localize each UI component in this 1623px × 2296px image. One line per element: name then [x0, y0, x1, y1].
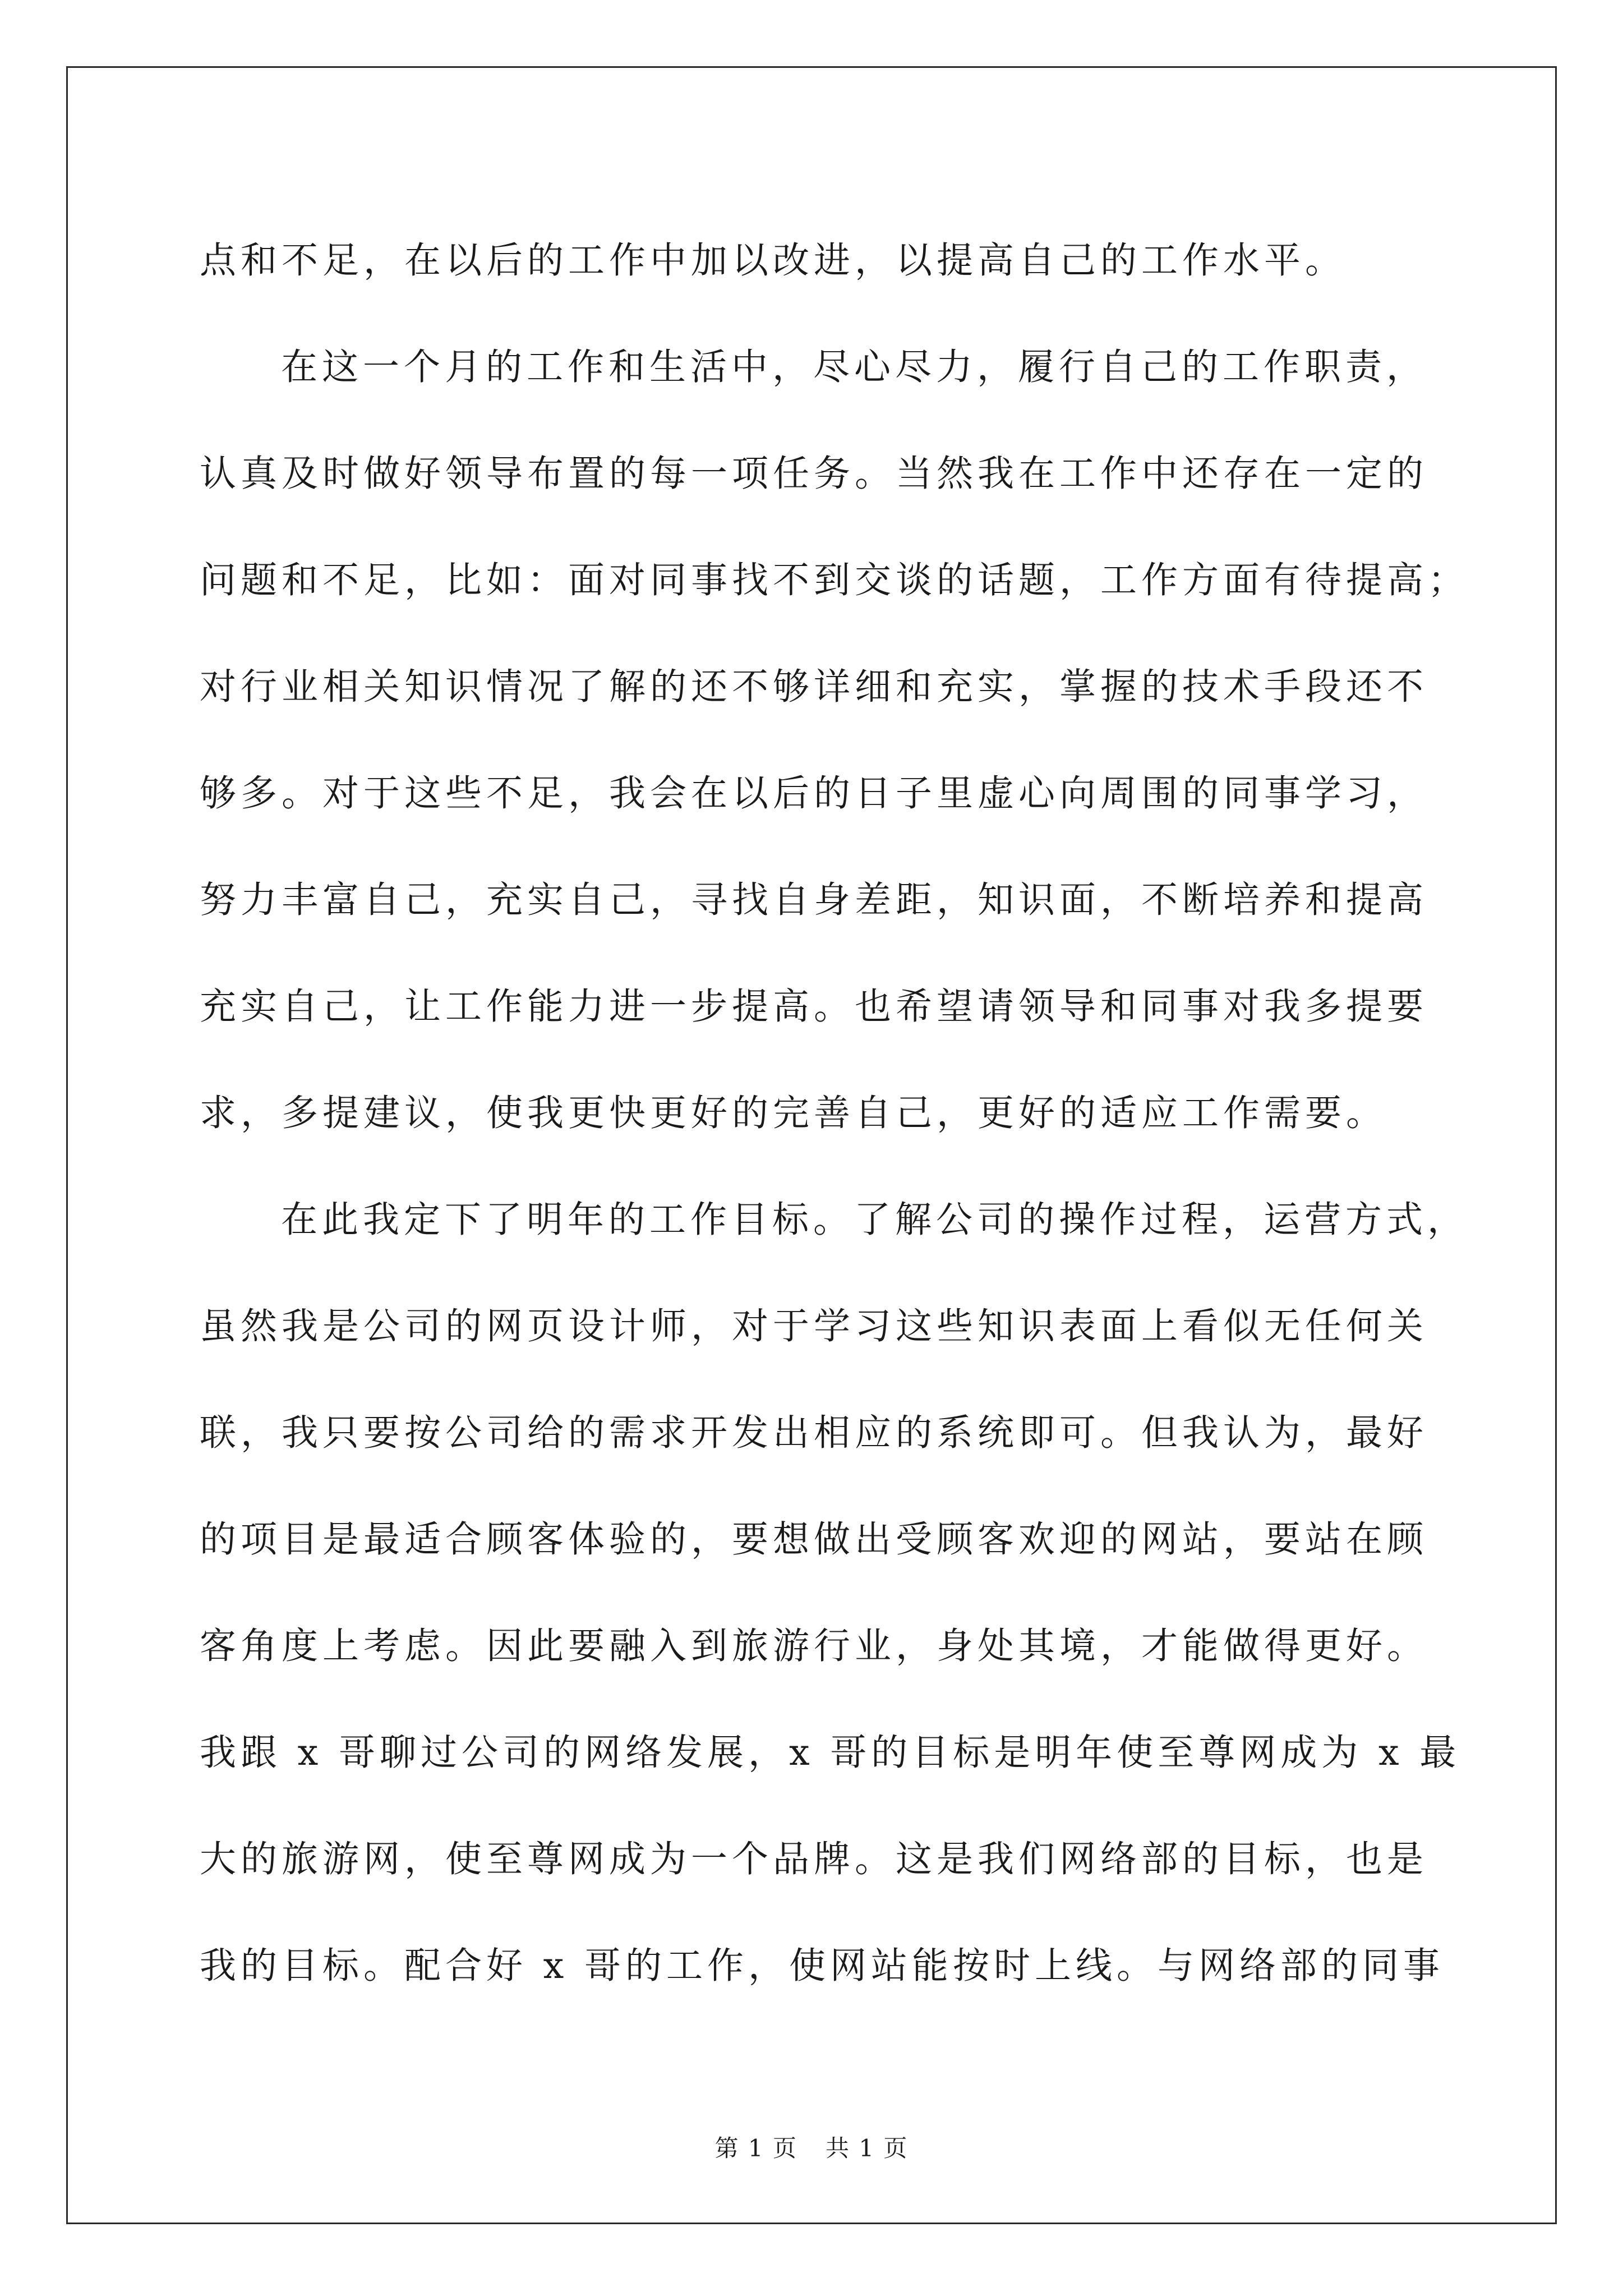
page-number-total: 共 1 页 — [826, 2134, 909, 2162]
text-line: 在此我定下了明年的工作目标。了解公司的操作过程，运营方式， — [281, 1199, 1469, 1241]
text-line: 对行业相关知识情况了解的还不够详细和充实，掌握的技术手段还不 — [200, 666, 1428, 708]
text-line: 在这一个月的工作和生活中，尽心尽力，履行自己的工作职责， — [281, 346, 1428, 388]
text-line: 的项目是最适合顾客体验的，要想做出受顾客欢迎的网站，要站在顾 — [200, 1519, 1428, 1561]
text-line: 虽然我是公司的网页设计师，对于学习这些知识表面上看似无任何关 — [200, 1305, 1428, 1347]
document-body — [200, 208, 1469, 2019]
text-line: 问题和不足，比如：面对同事找不到交谈的话题，工作方面有待提高； — [200, 559, 1469, 601]
text-line: 大的旅游网，使至尊网成为一个品牌。这是我们网络部的目标，也是 — [200, 1838, 1428, 1880]
text-line: 我跟 x 哥聊过公司的网络发展，x 哥的目标是明年使至尊网成为 x 最 — [200, 1732, 1461, 1774]
page-number-current: 第 1 页 — [714, 2134, 797, 2162]
text-line: 点和不足，在以后的工作中加以改进，以提高自己的工作水平。 — [200, 240, 1347, 282]
text-line: 努力丰富自己，充实自己，寻找自身差距，知识面，不断培养和提高 — [200, 879, 1428, 921]
text-line: 认真及时做好领导布置的每一项任务。当然我在工作中还存在一定的 — [200, 453, 1428, 495]
text-line: 客角度上考虑。因此要融入到旅游行业，身处其境，才能做得更好。 — [200, 1625, 1428, 1667]
text-line: 联，我只要按公司给的需求开发出相应的系统即可。但我认为，最好 — [200, 1412, 1428, 1454]
page-footer — [0, 2132, 1623, 2165]
text-line: 够多。对于这些不足，我会在以后的日子里虚心向周围的同事学习， — [200, 772, 1428, 815]
text-line: 充实自己，让工作能力进一步提高。也希望请领导和同事对我多提要 — [200, 986, 1428, 1028]
text-line: 我的目标。配合好 x 哥的工作，使网站能按时上线。与网络部的同事 — [200, 1945, 1444, 1987]
text-line: 求，多提建议，使我更快更好的完善自己，更好的适应工作需要。 — [200, 1092, 1387, 1134]
